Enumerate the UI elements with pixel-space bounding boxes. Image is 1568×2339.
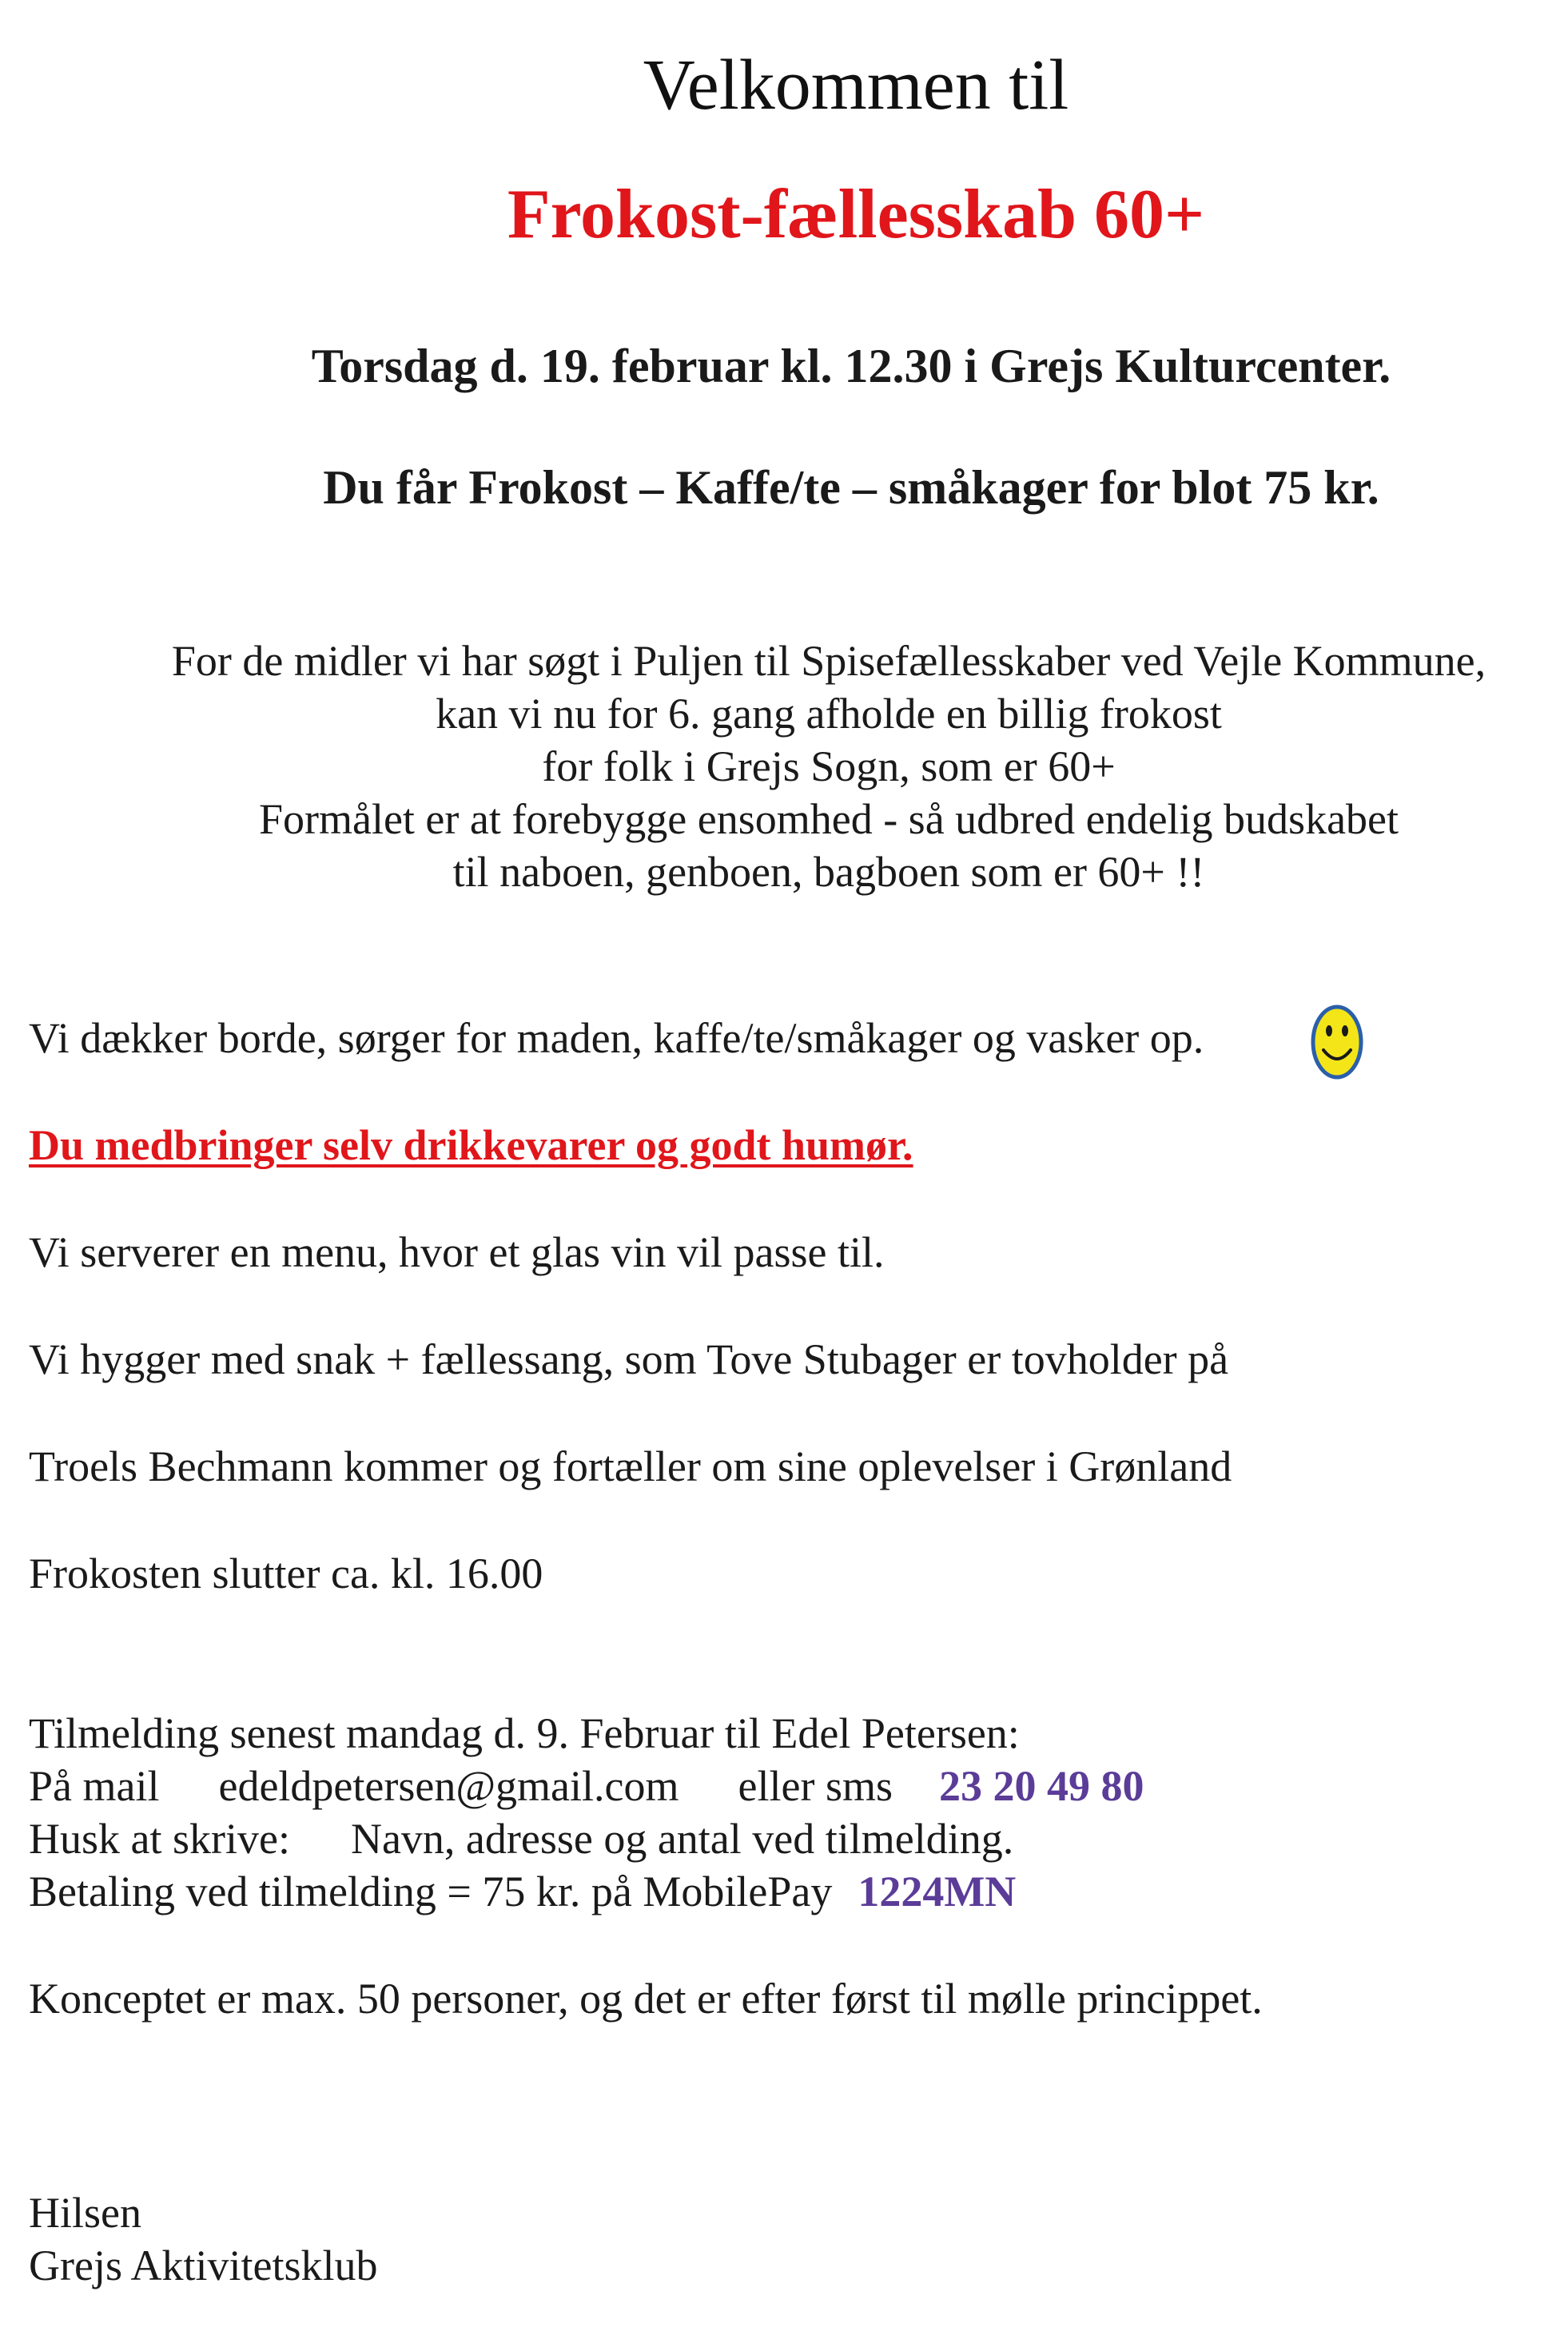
contact-line [29,1760,1144,1812]
mobilepay-number: 1224MN [858,1868,1017,1915]
signup-deadline-line: Tilmelding senest mandag d. 9. Februar til Edel Petersen: [29,1709,1020,1757]
menu-line: Vi serverer en menu, hvor et glas vin vil passe til. [29,1228,885,1276]
we-do-line: Vi dækker borde, sørger for maden, kaffe/te/småkager og vasker op. [29,1014,1204,1062]
event-price-line: Du får Frokost – Kaffe/te – småkager for blot 75 kr. [323,461,1379,514]
intro-line: kan vi nu for 6. gang afholde en billig frokost [436,690,1222,738]
event-date-line: Torsdag d. 19. februar kl. 12.30 i Grejs Kulturcenter. [311,340,1391,392]
club-signature: Grejs Aktivitetsklub [29,2242,378,2289]
singing-line: Vi hygger med snak + fællessang, som Tove Stubager er tovholder på [29,1335,1229,1383]
remember-line [29,1812,1013,1865]
bring-drinks-line: Du medbringer selv drikkevarer og godt humør. [29,1121,913,1169]
end-time-line: Frokosten slutter ca. kl. 16.00 [29,1549,543,1597]
welcome-heading: Velkommen til [643,46,1069,125]
mail-label: På mail [29,1762,160,1810]
remember-label: Husk at skrive: [29,1815,290,1863]
phone-number: 23 20 49 80 [938,1762,1144,1810]
greeting: Hilsen [29,2189,141,2237]
event-title: Frokost-fællesskab 60+ [507,176,1205,253]
intro-line: for folk i Grejs Sogn, som er 60+ [542,742,1116,790]
intro-line: til naboen, genboen, bagboen som er 60+ !! [452,848,1205,896]
payment-text: Betaling ved tilmelding = 75 kr. på MobilePay [29,1868,833,1915]
intro-line: For de midler vi har søgt i Puljen til Spisefællesskaber ved Vejle Kommune, [171,637,1486,685]
smiley-face-icon [1311,1004,1363,1080]
email-address: edeldpetersen@gmail.com [218,1762,679,1810]
concept-line: Konceptet er max. 50 personer, og det er efter først til mølle princippet. [29,1975,1263,2023]
payment-line [29,1865,1016,1918]
sms-label: eller sms [738,1762,893,1810]
intro-line: Formålet er at forebygge ensomhed - så udbred endelig budskabet [258,795,1399,843]
remember-text: Navn, adresse og antal ved tilmelding. [350,1815,1014,1863]
speaker-line: Troels Bechmann kommer og fortæller om sine oplevelser i Grønland [29,1442,1232,1490]
